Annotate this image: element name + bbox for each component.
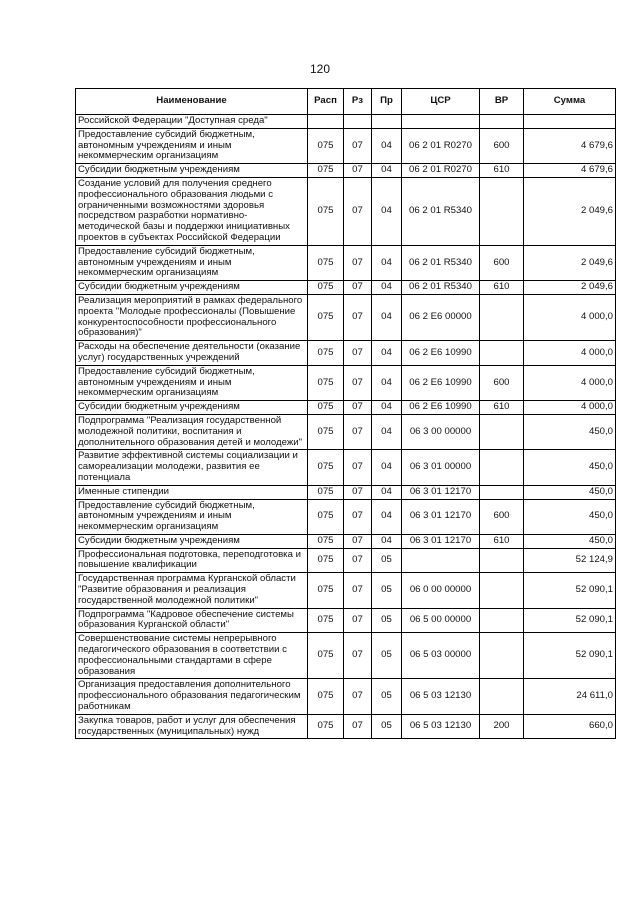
- cell-vr: [480, 633, 524, 679]
- cell-csr: 06 5 03 12130: [402, 714, 480, 739]
- cell-sum: 52 090,1: [524, 608, 616, 633]
- cell-vr: 600: [480, 245, 524, 280]
- cell-vr: [480, 341, 524, 366]
- cell-vr: [480, 294, 524, 340]
- cell-name: Именные стипендии: [76, 485, 308, 499]
- cell-rasp: 075: [308, 534, 344, 548]
- cell-name: Подпрограмма "Реализация государственной молодежной политики, воспитания и дополнительного образования детей и молодежи": [76, 414, 308, 449]
- cell-pr: 05: [372, 608, 402, 633]
- cell-sum: 450,0: [524, 499, 616, 534]
- table-row: [76, 573, 616, 608]
- table-row: [76, 608, 616, 633]
- cell-rz: 07: [344, 365, 372, 400]
- cell-csr: [402, 115, 480, 129]
- cell-pr: 04: [372, 164, 402, 178]
- header-name: Наименование: [76, 89, 308, 115]
- cell-csr: 06 3 01 12170: [402, 499, 480, 534]
- cell-rz: 07: [344, 548, 372, 573]
- cell-pr: 05: [372, 679, 402, 714]
- cell-rasp: 075: [308, 401, 344, 415]
- table-row: [76, 499, 616, 534]
- cell-csr: 06 2 01 R5340: [402, 245, 480, 280]
- cell-vr: 610: [480, 164, 524, 178]
- table-row: [76, 128, 616, 163]
- cell-sum: 450,0: [524, 414, 616, 449]
- cell-pr: 05: [372, 633, 402, 679]
- table-row: [76, 534, 616, 548]
- cell-rasp: 075: [308, 679, 344, 714]
- cell-rz: 07: [344, 414, 372, 449]
- cell-rasp: [308, 115, 344, 129]
- cell-csr: 06 5 00 00000: [402, 608, 480, 633]
- cell-csr: 06 2 E6 10990: [402, 341, 480, 366]
- cell-vr: 600: [480, 499, 524, 534]
- cell-vr: 600: [480, 128, 524, 163]
- cell-sum: 4 000,0: [524, 401, 616, 415]
- cell-name: Создание условий для получения среднего профессионального образования людьми с ограниченными возможностями здоровья посредством разработки нормативно-методической базы и поддержки инициативных проектов в субъектах Российской Федерации: [76, 177, 308, 245]
- cell-pr: 04: [372, 281, 402, 295]
- cell-rz: 07: [344, 714, 372, 739]
- cell-pr: 04: [372, 534, 402, 548]
- cell-rz: 07: [344, 245, 372, 280]
- header-rz: Рз: [344, 89, 372, 115]
- cell-vr: [480, 573, 524, 608]
- cell-rz: 07: [344, 573, 372, 608]
- cell-rasp: 075: [308, 294, 344, 340]
- cell-csr: 06 2 01 R5340: [402, 177, 480, 245]
- cell-pr: 04: [372, 414, 402, 449]
- cell-sum: 450,0: [524, 485, 616, 499]
- table-row: [76, 485, 616, 499]
- table-row: [76, 548, 616, 573]
- cell-pr: 04: [372, 128, 402, 163]
- cell-sum: 450,0: [524, 450, 616, 485]
- table-header-row: [76, 89, 616, 115]
- header-csr: ЦСР: [402, 89, 480, 115]
- cell-rasp: 075: [308, 177, 344, 245]
- cell-rasp: 075: [308, 164, 344, 178]
- cell-vr: 610: [480, 281, 524, 295]
- cell-sum: 2 049,6: [524, 281, 616, 295]
- header-sum: Сумма: [524, 89, 616, 115]
- cell-name: Предоставление субсидий бюджетным, автономным учреждениям и иным некоммерческим организациям: [76, 365, 308, 400]
- cell-csr: 06 3 00 00000: [402, 414, 480, 449]
- cell-sum: 4 000,0: [524, 341, 616, 366]
- table-row: [76, 633, 616, 679]
- cell-rz: 07: [344, 499, 372, 534]
- table-row: [76, 341, 616, 366]
- budget-table: [75, 88, 616, 739]
- cell-vr: 600: [480, 365, 524, 400]
- cell-vr: [480, 548, 524, 573]
- cell-sum: 2 049,6: [524, 245, 616, 280]
- cell-rz: 07: [344, 294, 372, 340]
- cell-csr: 06 3 01 00000: [402, 450, 480, 485]
- cell-rasp: 075: [308, 714, 344, 739]
- cell-rasp: 075: [308, 548, 344, 573]
- cell-sum: 2 049,6: [524, 177, 616, 245]
- cell-name: Предоставление субсидий бюджетным, автономным учреждениям и иным некоммерческим организациям: [76, 128, 308, 163]
- table-row: [76, 679, 616, 714]
- cell-rz: 07: [344, 341, 372, 366]
- cell-rasp: 075: [308, 485, 344, 499]
- cell-name: Совершенствование системы непрерывного педагогического образования в соответствии с профессиональными стандартами в сфере образования: [76, 633, 308, 679]
- cell-rasp: 075: [308, 281, 344, 295]
- cell-name: Развитие эффективной системы социализации и самореализации молодежи, развития ее потенциала: [76, 450, 308, 485]
- header-vr: ВР: [480, 89, 524, 115]
- cell-csr: 06 5 03 00000: [402, 633, 480, 679]
- table-row: [76, 164, 616, 178]
- cell-rz: 07: [344, 679, 372, 714]
- cell-vr: 610: [480, 401, 524, 415]
- cell-vr: 200: [480, 714, 524, 739]
- table-row: [76, 414, 616, 449]
- cell-pr: 04: [372, 245, 402, 280]
- cell-csr: 06 0 00 00000: [402, 573, 480, 608]
- cell-csr: 06 2 E6 10990: [402, 401, 480, 415]
- cell-pr: 04: [372, 341, 402, 366]
- table-row: [76, 401, 616, 415]
- cell-rz: 07: [344, 608, 372, 633]
- cell-pr: 04: [372, 294, 402, 340]
- table-row: [76, 177, 616, 245]
- cell-pr: 04: [372, 499, 402, 534]
- cell-rasp: 075: [308, 573, 344, 608]
- cell-rasp: 075: [308, 245, 344, 280]
- cell-rz: 07: [344, 128, 372, 163]
- cell-csr: 06 2 01 R0270: [402, 128, 480, 163]
- cell-csr: 06 3 01 12170: [402, 485, 480, 499]
- cell-csr: 06 3 01 12170: [402, 534, 480, 548]
- cell-sum: 52 090,1: [524, 573, 616, 608]
- cell-rz: 07: [344, 450, 372, 485]
- header-pr: Пр: [372, 89, 402, 115]
- cell-name: Государственная программа Курганской области "Развитие образования и реализация государственной молодежной политики": [76, 573, 308, 608]
- cell-pr: 05: [372, 548, 402, 573]
- cell-sum: 4 679,6: [524, 128, 616, 163]
- cell-sum: 24 611,0: [524, 679, 616, 714]
- cell-vr: 610: [480, 534, 524, 548]
- cell-csr: 06 2 E6 00000: [402, 294, 480, 340]
- cell-rz: 07: [344, 164, 372, 178]
- cell-name: Субсидии бюджетным учреждениям: [76, 281, 308, 295]
- cell-sum: 4 000,0: [524, 294, 616, 340]
- cell-vr: [480, 450, 524, 485]
- cell-name: Субсидии бюджетным учреждениям: [76, 401, 308, 415]
- cell-name: Предоставление субсидий бюджетным, автономным учреждениям и иным некоммерческим организациям: [76, 499, 308, 534]
- cell-sum: 450,0: [524, 534, 616, 548]
- cell-pr: [372, 115, 402, 129]
- table-row: [76, 281, 616, 295]
- cell-rasp: 075: [308, 341, 344, 366]
- cell-rasp: 075: [308, 608, 344, 633]
- cell-rz: 07: [344, 633, 372, 679]
- cell-rasp: 075: [308, 365, 344, 400]
- cell-name: Реализация мероприятий в рамках федерального проекта "Молодые профессионалы (Повышение конкурентоспособности профессионального образования)": [76, 294, 308, 340]
- cell-name: Субсидии бюджетным учреждениям: [76, 534, 308, 548]
- header-rasp: Расп: [308, 89, 344, 115]
- cell-csr: 06 2 E6 10990: [402, 365, 480, 400]
- cell-name: Расходы на обеспечение деятельности (оказание услуг) государственных учреждений: [76, 341, 308, 366]
- cell-rasp: 075: [308, 499, 344, 534]
- cell-csr: 06 2 01 R5340: [402, 281, 480, 295]
- cell-name: Подпрограмма "Кадровое обеспечение системы образования Курганской области": [76, 608, 308, 633]
- cell-sum: 4 000,0: [524, 365, 616, 400]
- cell-rasp: 075: [308, 414, 344, 449]
- cell-rasp: 075: [308, 450, 344, 485]
- table-row: [76, 115, 616, 129]
- cell-vr: [480, 679, 524, 714]
- cell-rasp: 075: [308, 128, 344, 163]
- cell-name: Организация предоставления дополнительного профессионального образования педагогическим работникам: [76, 679, 308, 714]
- cell-rasp: 075: [308, 633, 344, 679]
- cell-rz: 07: [344, 485, 372, 499]
- cell-pr: 05: [372, 714, 402, 739]
- table-row: [76, 714, 616, 739]
- cell-name: Предоставление субсидий бюджетным, автономным учреждениям и иным некоммерческим организациям: [76, 245, 308, 280]
- cell-sum: 4 679,6: [524, 164, 616, 178]
- cell-csr: [402, 548, 480, 573]
- cell-rz: 07: [344, 534, 372, 548]
- table-row: [76, 294, 616, 340]
- table-row: [76, 450, 616, 485]
- cell-sum: 52 090,1: [524, 633, 616, 679]
- table-row: [76, 365, 616, 400]
- cell-name: Российской Федерации "Доступная среда": [76, 115, 308, 129]
- table-row: [76, 245, 616, 280]
- cell-vr: [480, 608, 524, 633]
- cell-name: Профессиональная подготовка, переподготовка и повышение квалификации: [76, 548, 308, 573]
- cell-csr: 06 5 03 12130: [402, 679, 480, 714]
- cell-pr: 04: [372, 365, 402, 400]
- cell-vr: [480, 177, 524, 245]
- cell-name: Закупка товаров, работ и услуг для обеспечения государственных (муниципальных) нужд: [76, 714, 308, 739]
- cell-pr: 04: [372, 401, 402, 415]
- cell-csr: 06 2 01 R0270: [402, 164, 480, 178]
- cell-sum: 660,0: [524, 714, 616, 739]
- cell-sum: 52 124,9: [524, 548, 616, 573]
- cell-rz: [344, 115, 372, 129]
- cell-vr: [480, 115, 524, 129]
- cell-rz: 07: [344, 177, 372, 245]
- cell-rz: 07: [344, 281, 372, 295]
- cell-pr: 04: [372, 177, 402, 245]
- cell-vr: [480, 414, 524, 449]
- cell-pr: 04: [372, 450, 402, 485]
- cell-vr: [480, 485, 524, 499]
- page-number: 120: [309, 62, 331, 76]
- cell-sum: [524, 115, 616, 129]
- cell-pr: 04: [372, 485, 402, 499]
- cell-rz: 07: [344, 401, 372, 415]
- cell-pr: 05: [372, 573, 402, 608]
- cell-name: Субсидии бюджетным учреждениям: [76, 164, 308, 178]
